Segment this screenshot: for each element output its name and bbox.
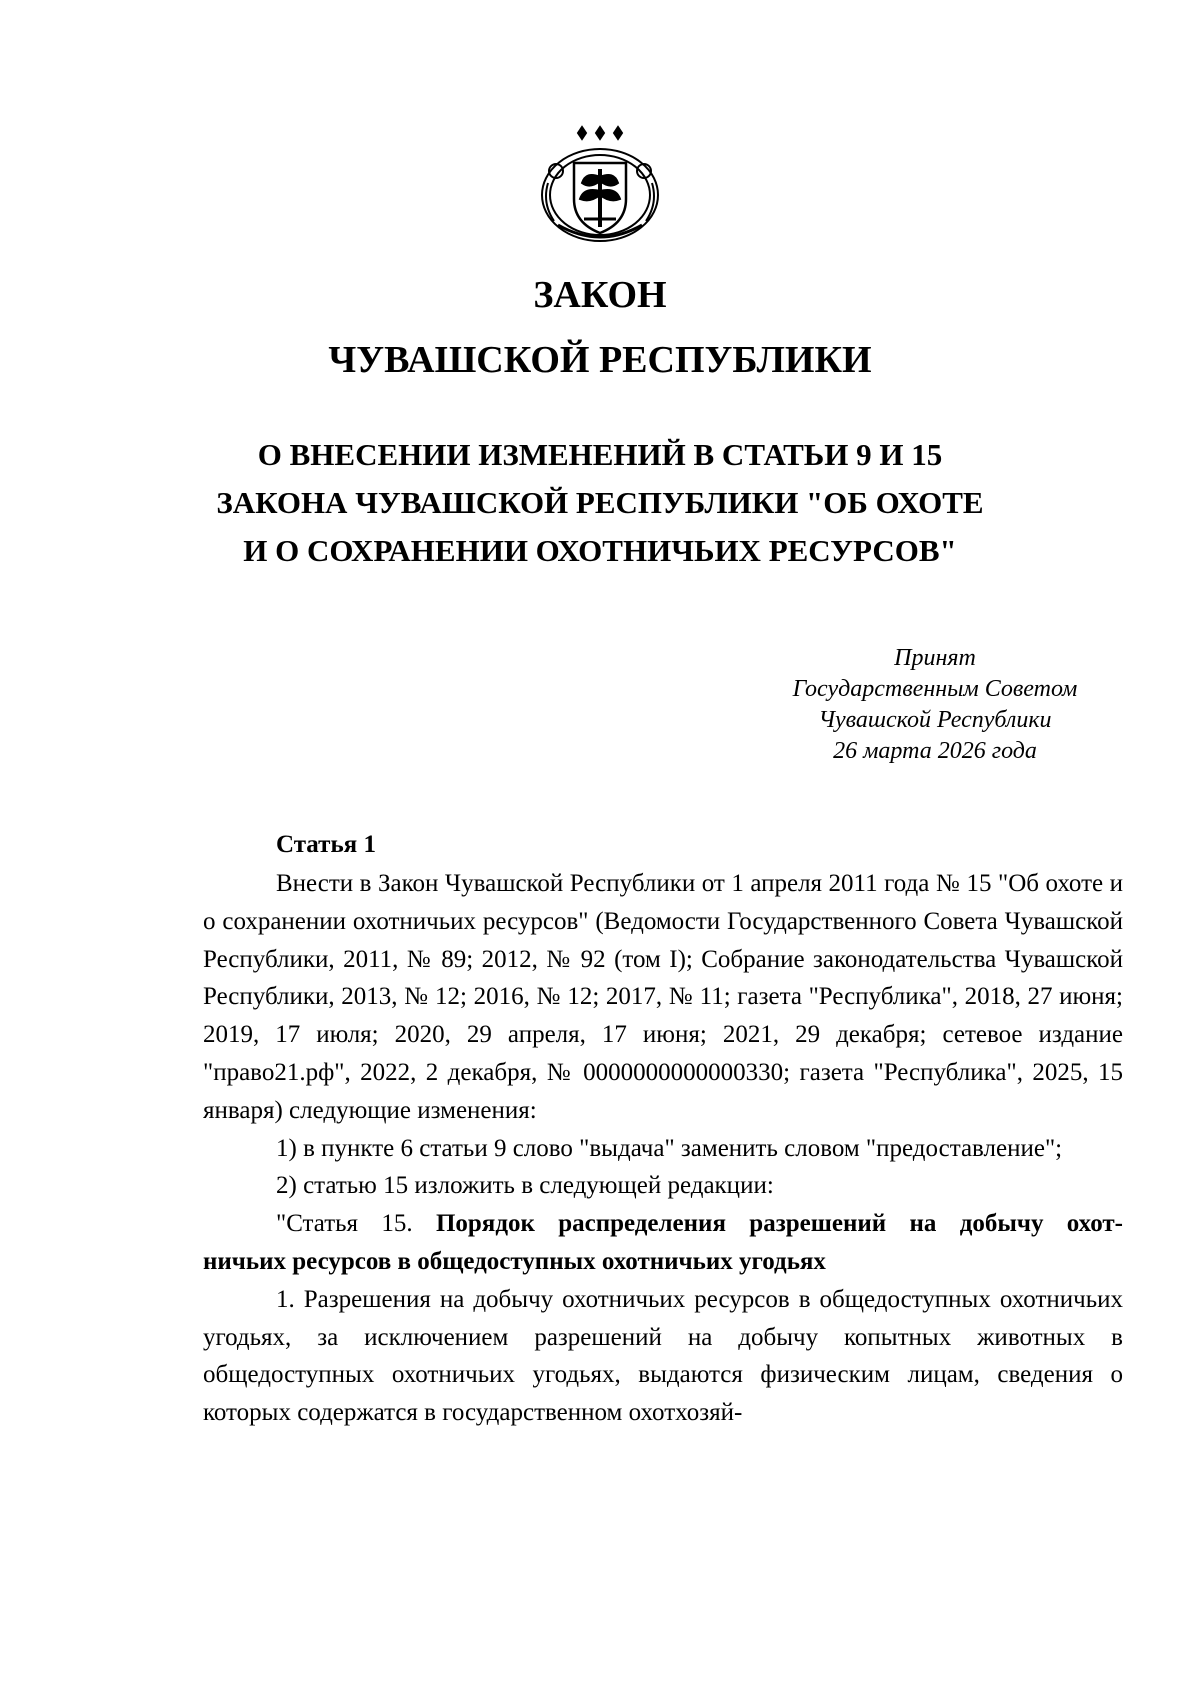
law-subtitle-line3: И О СОХРАНЕНИИ ОХОТНИЧЬИХ РЕСУРСОВ" [243,533,957,568]
article-15-title [203,1205,1123,1243]
adoption-line1: Принят [894,645,976,671]
article-15-title-part1: Порядок распределения разрешений на добычу охот- [435,1210,1123,1238]
article-15-title-part2: ничьих ресурсов в общедоступных охотничьих угодьях [203,1247,826,1275]
article-15-lead: "Статья 15. [276,1210,436,1238]
amendment-item-1: 1) в пункте 6 статьи 9 слово "выдача" заменить словом "предоставление"; [276,1134,1063,1162]
law-title-line2: ЧУВАШСКОЙ РЕСПУБЛИКИ [328,339,872,381]
amendment-item-2: 2) статью 15 изложить в следующей редакции: [276,1172,774,1200]
article-15-point-1: 1. Разрешения на добычу охотничьих ресурсов в общедоступных охотничьих угодьях, за исключением разрешений на добычу копытных животных в общедоступных охотничьих угодьях, выдаются физическим лицам, сведения о которых содержатся в государственном охотхозяй- [203,1285,1123,1427]
law-subtitle [0,431,1200,575]
adoption-line2: Государственным Советом [792,676,1078,702]
article-1-heading: Статья 1 [276,831,376,858]
adoption-line3: Чувашской Республики [818,707,1052,733]
law-subtitle-line2: ЗАКОНА ЧУВАШСКОЙ РЕСПУБЛИКИ "ОБ ОХОТЕ [216,485,984,520]
law-title-line1: ЗАКОН [533,274,667,316]
adoption-date: 26 марта 2026 года [833,738,1037,764]
adoption-note [720,643,1150,767]
coat-of-arms-emblem [526,125,674,247]
article-1-body [203,865,1123,1432]
law-subtitle-line1: О ВНЕСЕНИИ ИЗМЕНЕНИЙ В СТАТЬИ 9 И 15 [257,437,943,472]
coat-of-arms-icon [526,125,674,247]
article-1-intro-paragraph: Внести в Закон Чувашской Республики от 1 апреля 2011 года № 15 "Об охоте и о сохранении охотничьих ресурсов" (Ведомости Государственного Совета Чувашской Республики, 2011, № 89; 2012, № 92 (том I); Собрание законодательства Чувашской Республики, 2013, № 12; 2016, № 12; 2017, № 11; газета "Республика", 2018, 27 июня; 2019, 17 июля; 2020, 29 апреля, 17 июня; 2021, 29 декабря; сетевое издание "право21.рф", 2022, 2 декабря, № 0000000000000330; газета "Республика", 2025, 15 января) следующие изменения: [203,870,1123,1124]
